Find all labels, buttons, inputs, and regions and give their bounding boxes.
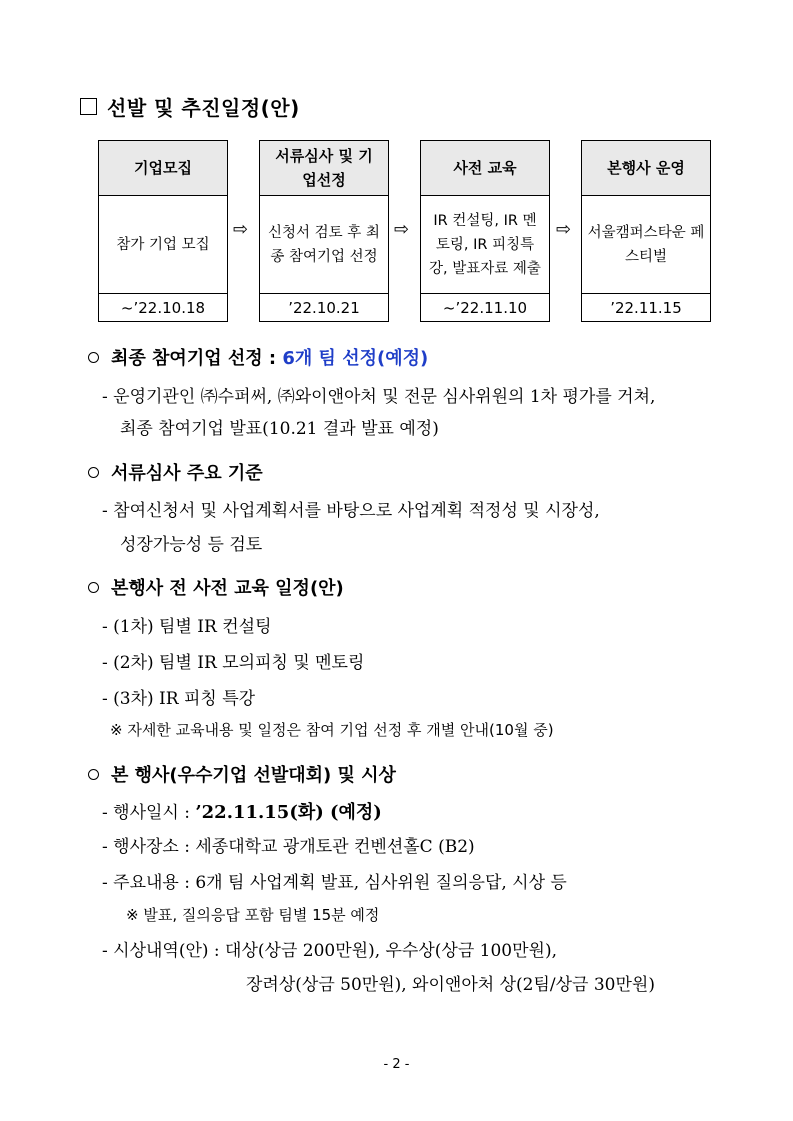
circle-bullet-icon: [88, 582, 99, 593]
flow-stage-date: ’22.11.15: [581, 294, 711, 322]
section-line: - 참여신청서 및 사업계획서를 바탕으로 사업계획 적정성 및 시장성,: [102, 501, 600, 521]
arrow-right-icon: ⇨: [233, 219, 249, 240]
arrow-right-icon: ⇨: [556, 219, 572, 240]
section-heading-review-criteria: 서류심사 주요 기준: [88, 459, 263, 485]
flow-stage-date: ’22.10.21: [259, 294, 389, 322]
flow-stage-2: [259, 140, 389, 322]
highlight-text: 6개 팀 선정(예정): [282, 348, 429, 369]
flow-stage-1: [98, 140, 228, 322]
circle-bullet-icon: [88, 352, 99, 363]
awards-line: 장려상(상금 50만원), 와이앤아처 상(2팀/상금 30만원): [246, 975, 655, 995]
flow-stage-head: 서류심사 및 기업선정: [259, 140, 389, 196]
event-date-value: ’22.11.15(화) (예정): [195, 802, 382, 823]
event-place-line: - 행사장소 : 세종대학교 광개토관 컨벤션홀C (B2): [102, 837, 475, 857]
flow-stage-head: 본행사 운영: [581, 140, 711, 196]
flow-stage-head: 기업모집: [98, 140, 228, 196]
arrow-right-icon: ⇨: [394, 219, 410, 240]
flow-stage-body: 참가 기업 모집: [98, 196, 228, 294]
list-item: - (1차) 팀별 IR 컨설팅: [102, 617, 272, 637]
flow-stage-body: IR 컨설팅, IR 멘토링, IR 피칭특강, 발표자료 제출: [420, 196, 550, 294]
page-title-text: 선발 및 추진일정(안): [107, 96, 300, 120]
section-line: 성장가능성 등 검토: [120, 535, 263, 555]
flow-stage-3: [420, 140, 550, 322]
flow-stage-date: ~’22.11.10: [420, 294, 550, 322]
event-date-line: - 행사일시 : ’22.11.15(화) (예정): [102, 802, 382, 823]
flow-stage-body: 서울캠퍼스타운 페스티벌: [581, 196, 711, 294]
awards-line: - 시상내역(안) : 대상(상금 200만원), 우수상(상금 100만원),: [102, 941, 557, 961]
list-item: - (3차) IR 피칭 특강: [102, 689, 256, 709]
note-text: ※ 자세한 교육내용 및 일정은 참여 기업 선정 후 개별 안내(10월 중): [110, 721, 554, 739]
section-line: - 운영기관인 ㈜수퍼써, ㈜와이앤아처 및 전문 심사위원의 1차 평가를 거쳐,: [102, 387, 656, 407]
flow-stage-head: 사전 교육: [420, 140, 550, 196]
flow-stage-4: [581, 140, 711, 322]
section-heading-final-selection: 최종 참여기업 선정 : 6개 팀 선정(예정): [88, 344, 428, 370]
flow-stage-body: 신청서 검토 후 최종 참여기업 선정: [259, 196, 389, 294]
page-number: - 2 -: [383, 1057, 410, 1072]
checkbox-square-icon: [80, 98, 97, 115]
event-content-line: - 주요내용 : 6개 팀 사업계획 발표, 심사위원 질의응답, 시상 등: [102, 873, 567, 893]
circle-bullet-icon: [88, 769, 99, 780]
section-line: 최종 참여기업 발표(10.21 결과 발표 예정): [120, 419, 439, 439]
page-title: [80, 92, 300, 121]
list-item: - (2차) 팀별 IR 모의피칭 및 멘토링: [102, 653, 365, 673]
circle-bullet-icon: [88, 467, 99, 478]
flow-stage-date: ~’22.10.18: [98, 294, 228, 322]
note-text: ※ 발표, 질의응답 포함 팀별 15분 예정: [126, 906, 380, 924]
section-heading-main-event: 본 행사(우수기업 선발대회) 및 시상: [88, 761, 396, 787]
section-heading-pre-education: 본행사 전 사전 교육 일정(안): [88, 574, 344, 600]
